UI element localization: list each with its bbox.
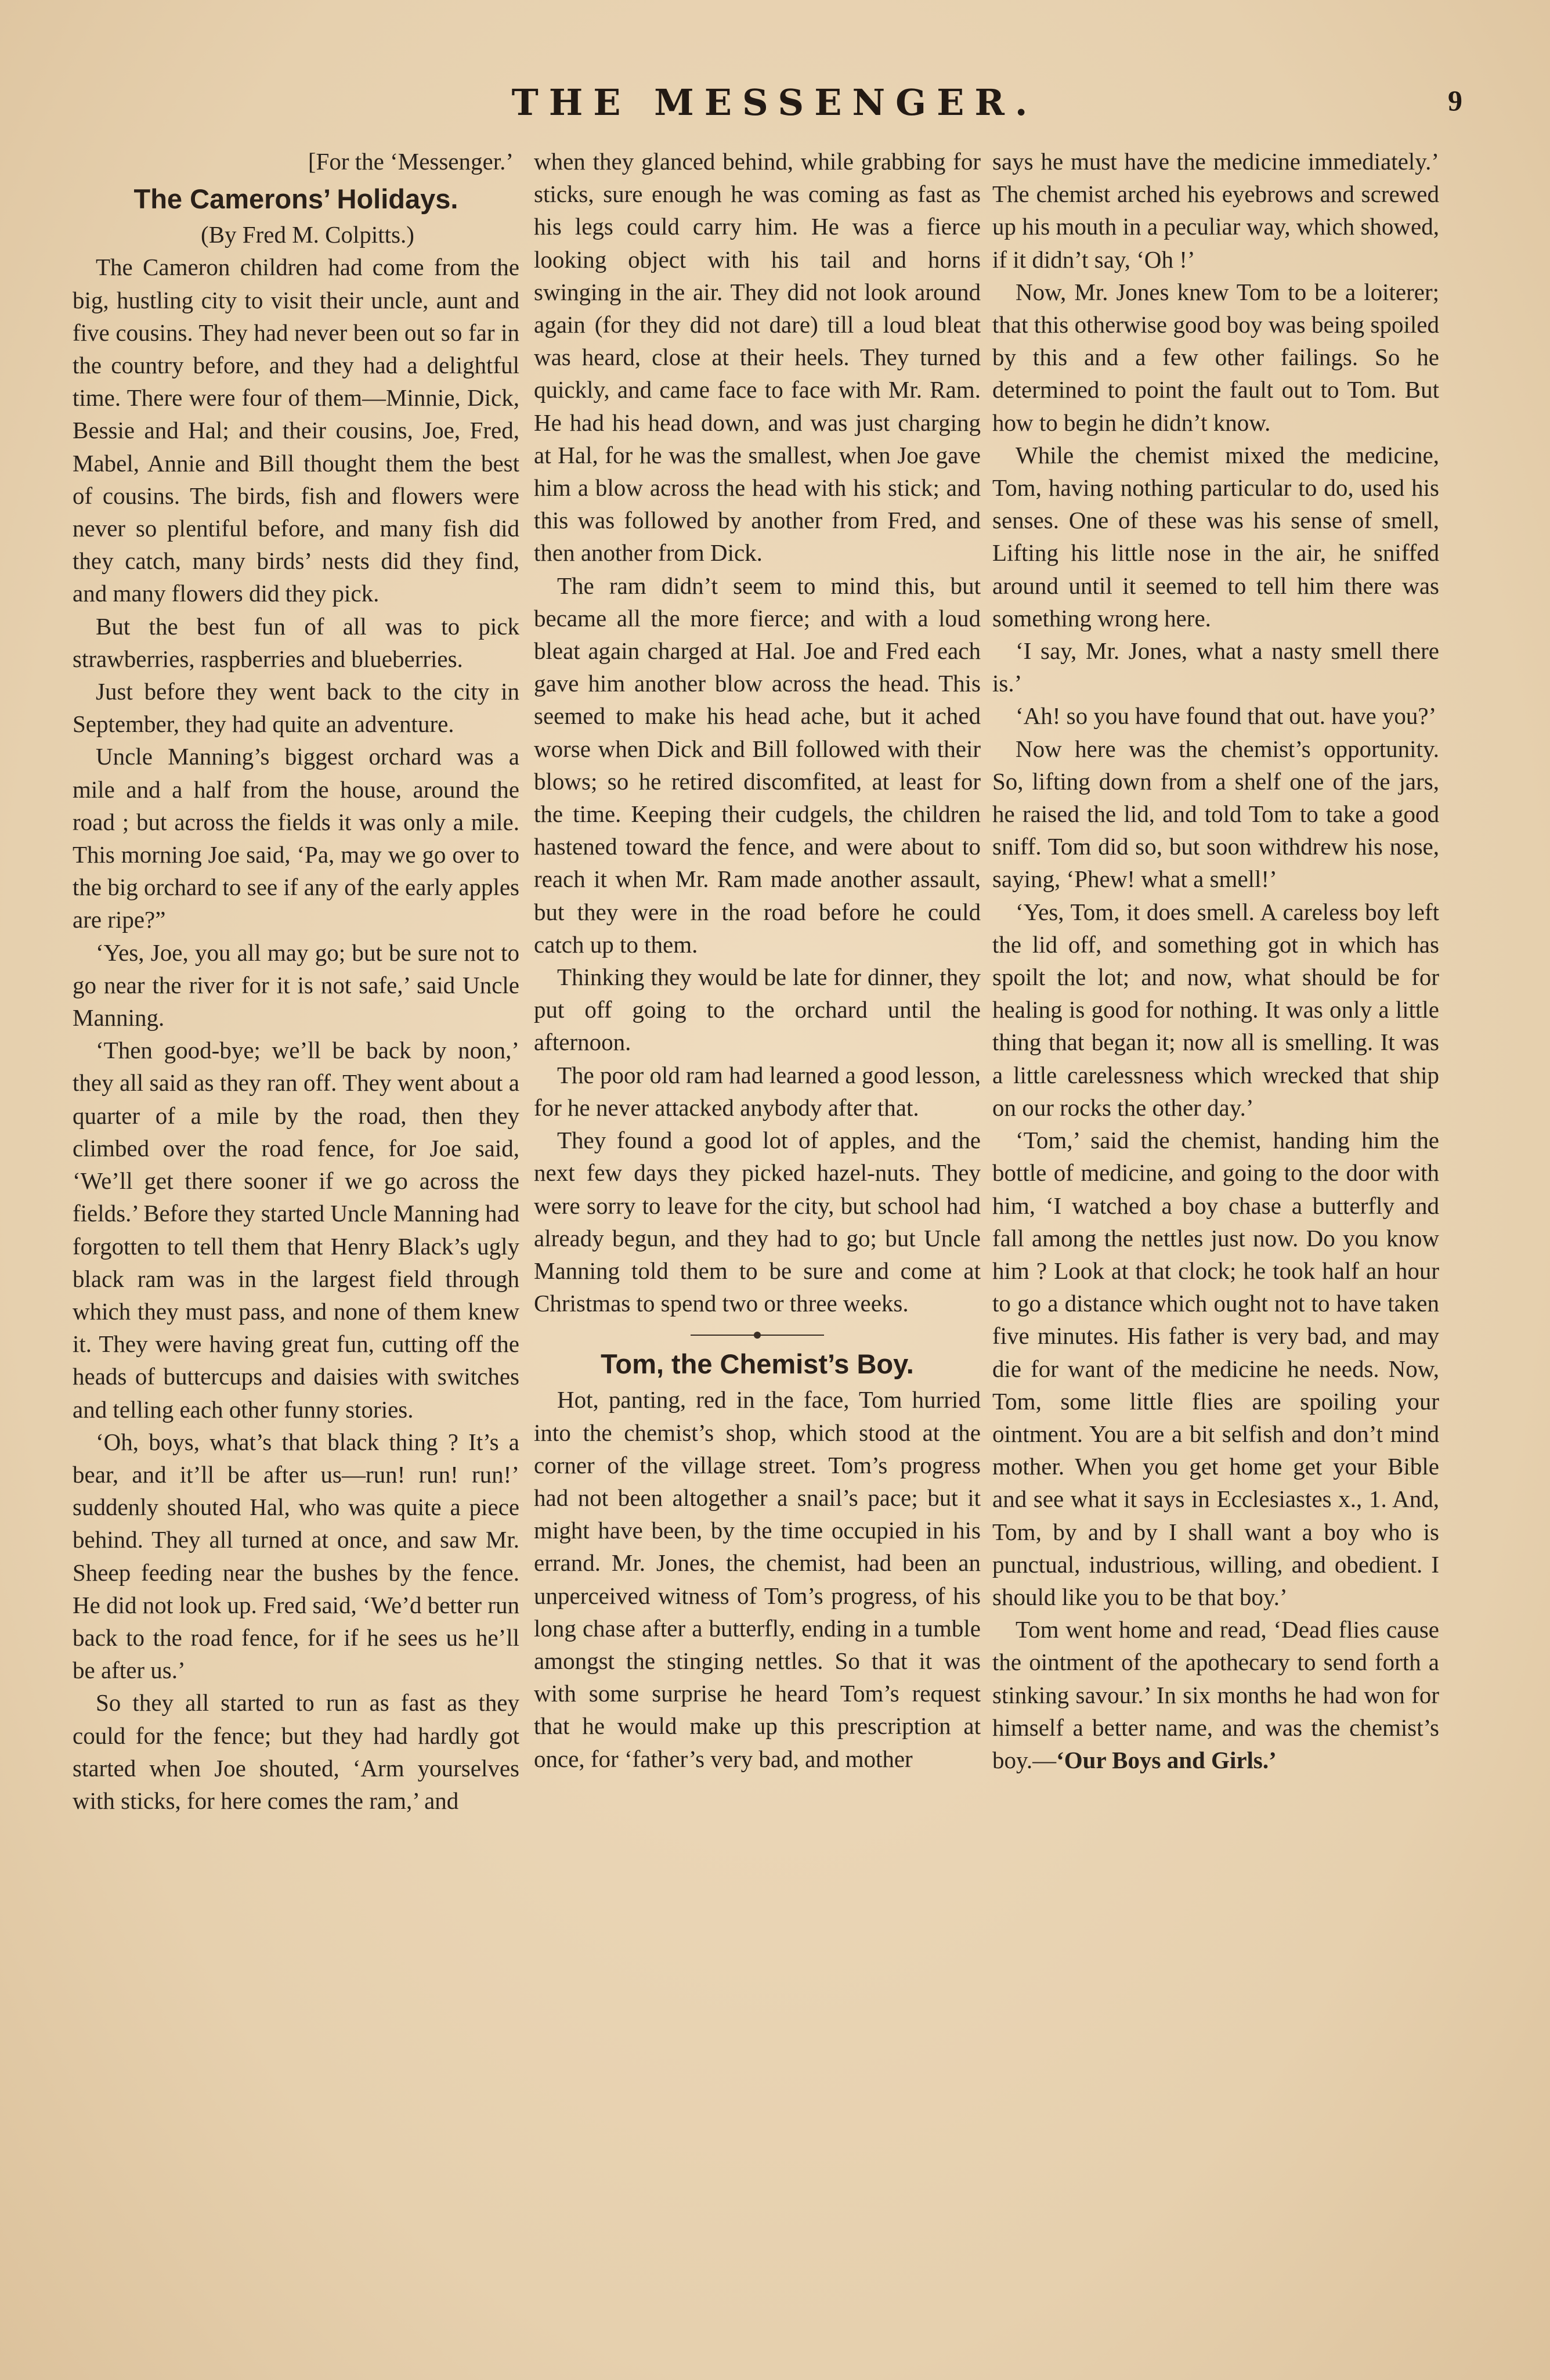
paragraph: ‘I say, Mr. Jones, what a nasty smell there is.’ <box>992 637 1439 697</box>
paragraph: ‘Tom,’ said the chemist, handing him the bottle of medicine, and going to the door with him, ‘I watched a boy chase a butterfly and fall among the nettles just now. Do you know him ? Look at that clock; he took half an hour to go a distance which ought not to have taken five minutes. His father is very bad, and may die for want of the medicine he needs. Now, Tom, some little flies are spoiling your ointment. You are a bit selfish and don’t mind mother. When you get home get your Bible and see what it says in Ecclesiastes x., 1. And, Tom, by and by I shall want a boy who is punctual, industrious, willing, and obedient. I should like you to be that boy.’ <box>992 1127 1439 1610</box>
column-3 <box>992 145 1439 2281</box>
paragraph: But the best fun of all was to pick strawberries, raspberries and blueberries. <box>73 612 519 672</box>
story-title-camerons: The Camerons’ Holidays. <box>133 183 458 215</box>
paragraph: Thinking they would be late for dinner, they put off going to the orchard until the afternoon. <box>534 964 981 1056</box>
story-title-chemists-boy: Tom, the Chemist’s Boy. <box>601 1348 914 1380</box>
paragraph: They found a good lot of apples, and the next few days they picked hazel-nuts. They were sorry to leave for the city, but school had already begun, and they had to go; but Uncle Manning told them to be sure and come at Christmas to spend two or three weeks. <box>534 1127 981 1317</box>
paragraph: While the chemist mixed the medicine, Tom, having nothing particular to do, used his senses. One of these was his sense of smell, Lifting his little nose in the air, he sniffed around until it seemed to tell him there was something wrong here. <box>992 441 1439 632</box>
paragraph: ‘Then good-bye; we’ll be back by noon,’ they all said as they ran off. They went about a quarter of a mile by the road, then they climbed over the road fence, for Joe said, ‘We’ll get there sooner if we go across the fields.’ Before they started Uncle Manning had forgotten to tell them that Henry Black’s ugly black ram was in the largest field through which they must pass, and none of them knew it. They were having great fun, cutting off the heads of buttercups and daisies with switches and telling each other funny stories. <box>73 1037 520 1423</box>
masthead <box>64 81 1486 139</box>
paragraph: Uncle Manning’s biggest orchard was a mile and a half from the house, around the road ; but across the fields it was only a mile. This morning Joe said, ‘Pa, may we go over to the big orchard to see if any of the early apples are ripe?” <box>73 743 519 933</box>
paragraph-continued: says he must have the medicine immediately.’ The chemist arched his eyebrows and screwed up his mouth in a peculiar way, which showed, if it didn’t say, ‘Oh !’ <box>992 148 1439 273</box>
paragraph: Now here was the chemist’s opportunity. So, lifting down from a shelf one of the jars, he raised the lid, and told Tom to take a good sniff. Tom did so, but soon withdrew his nose, saying, ‘Phew! what a smell!’ <box>992 735 1439 893</box>
story-divider <box>691 1335 824 1336</box>
paragraph: ‘Yes, Tom, it does smell. A careless boy left the lid off, and something got in which has spoilt the lot; and now, what should be for healing is good for nothing. It was only a little thing that began it; now all is smelling. It was a little carelessness which wrecked that ship on our rocks the other day.’ <box>992 898 1439 1121</box>
story-byline: (By Fred M. Colpitts.) <box>201 221 414 248</box>
paragraph: ‘Yes, Joe, you all may go; but be sure not to go near the river for it is not safe,’ said Uncle Manning. <box>73 939 519 1032</box>
paragraph: ‘Ah! so you have found that out. have you?’ <box>1016 702 1437 730</box>
paragraph: The poor old ram had learned a good lesson, for he never attacked anybody after that. <box>534 1061 981 1121</box>
page-number: 9 <box>1448 84 1462 117</box>
final-paragraph-text: Tom went home and read, ‘Dead flies cause the ointment of the apothecary to send forth a stinking savour.’ In six months he had won for himself a better name, and was the chemist’s boy.— <box>992 1616 1439 1773</box>
story-credit: [For the ‘Messenger.’ <box>308 148 514 175</box>
paragraph: The Cameron children had come from the big, hustling city to visit their uncle, aunt and five cousins. They had never been out so far in the country before, and they had a delightful time. There were four of them—Minnie, Dick, Bessie and Hal; and their cousins, Joe, Fred, Mabel, Annie and Bill thought them the best of cousins. The birds, fish and flowers were never so plentiful before, and many fish did they catch, many birds’ nests did they find, and many flowers did they pick. <box>73 254 519 607</box>
source-attribution: ‘Our Boys and Girls.’ <box>1056 1746 1277 1773</box>
masthead-title: THE MESSENGER. <box>511 81 1038 124</box>
paragraph: Hot, panting, red in the face, Tom hurried into the chemist’s shop, which stood at the corner of the village street. Tom’s progress had not been altogether a snail’s pace; but it might have been, by the time occupied in his errand. Mr. Jones, the chemist, had been an unperceived witness of Tom’s progress, of his long chase after a butterfly, ending in a tumble amongst the stinging nettles. So that it was with some surprise he heard Tom’s request that he would make up this prescription at once, for ‘father’s very bad, and mother <box>534 1386 981 1772</box>
paragraph-continued: when they glanced behind, while grabbing for sticks, sure enough he was coming as fast as his legs could carry him. He was a fierce looking object with his tail and horns swinging in the air. They did not look around again (for they did not dare) till a loud bleat was heard, close at their heels. They turned quickly, and came face to face with Mr. Ram. He had his head down, and was just charging at Hal, for he was the smallest, when Joe gave him a blow across the head with his stick; and this was followed by another from Fred, and then another from Dick. <box>534 148 981 567</box>
paragraph: The ram didn’t seem to mind this, but became all the more fierce; and with a loud bleat again charged at Hal. Joe and Fred each gave him another blow across the head. This seemed to make his head ache, but it ached worse when Dick and Bill followed with their blows; so he retired discomfited, at least for the time. Keeping their cudgels, the children hastened toward the fence, and were about to reach it when Mr. Ram made another assault, but they were in the road before he could catch up to them. <box>534 572 981 958</box>
column-2 <box>534 145 981 2281</box>
paragraph: Just before they went back to the city in September, they had quite an adventure. <box>73 678 519 738</box>
final-paragraph <box>992 1613 1439 1776</box>
paragraph: So they all started to run as fast as they could for the fence; but they had hardly got started when Joe shouted, ‘Arm yourselves with sticks, for here comes the ram,’ and <box>73 1689 519 1814</box>
paragraph: Now, Mr. Jones knew Tom to be a loiterer; that this otherwise good boy was being spoiled by this and a few other failings. So he determined to point the fault out to Tom. But how to begin he didn’t know. <box>992 278 1439 436</box>
column-1 <box>73 145 519 2281</box>
paragraph: ‘Oh, boys, what’s that black thing ? It’s a bear, and it’ll be after us—run! run! run!’ suddenly shouted Hal, who was quite a piece behind. They all turned at once, and saw Mr. Sheep feeding near the bushes by the fence. He did not look up. Fred said, ‘We’d better run back to the road fence, for if he sees us he’ll be after us.’ <box>73 1428 519 1684</box>
